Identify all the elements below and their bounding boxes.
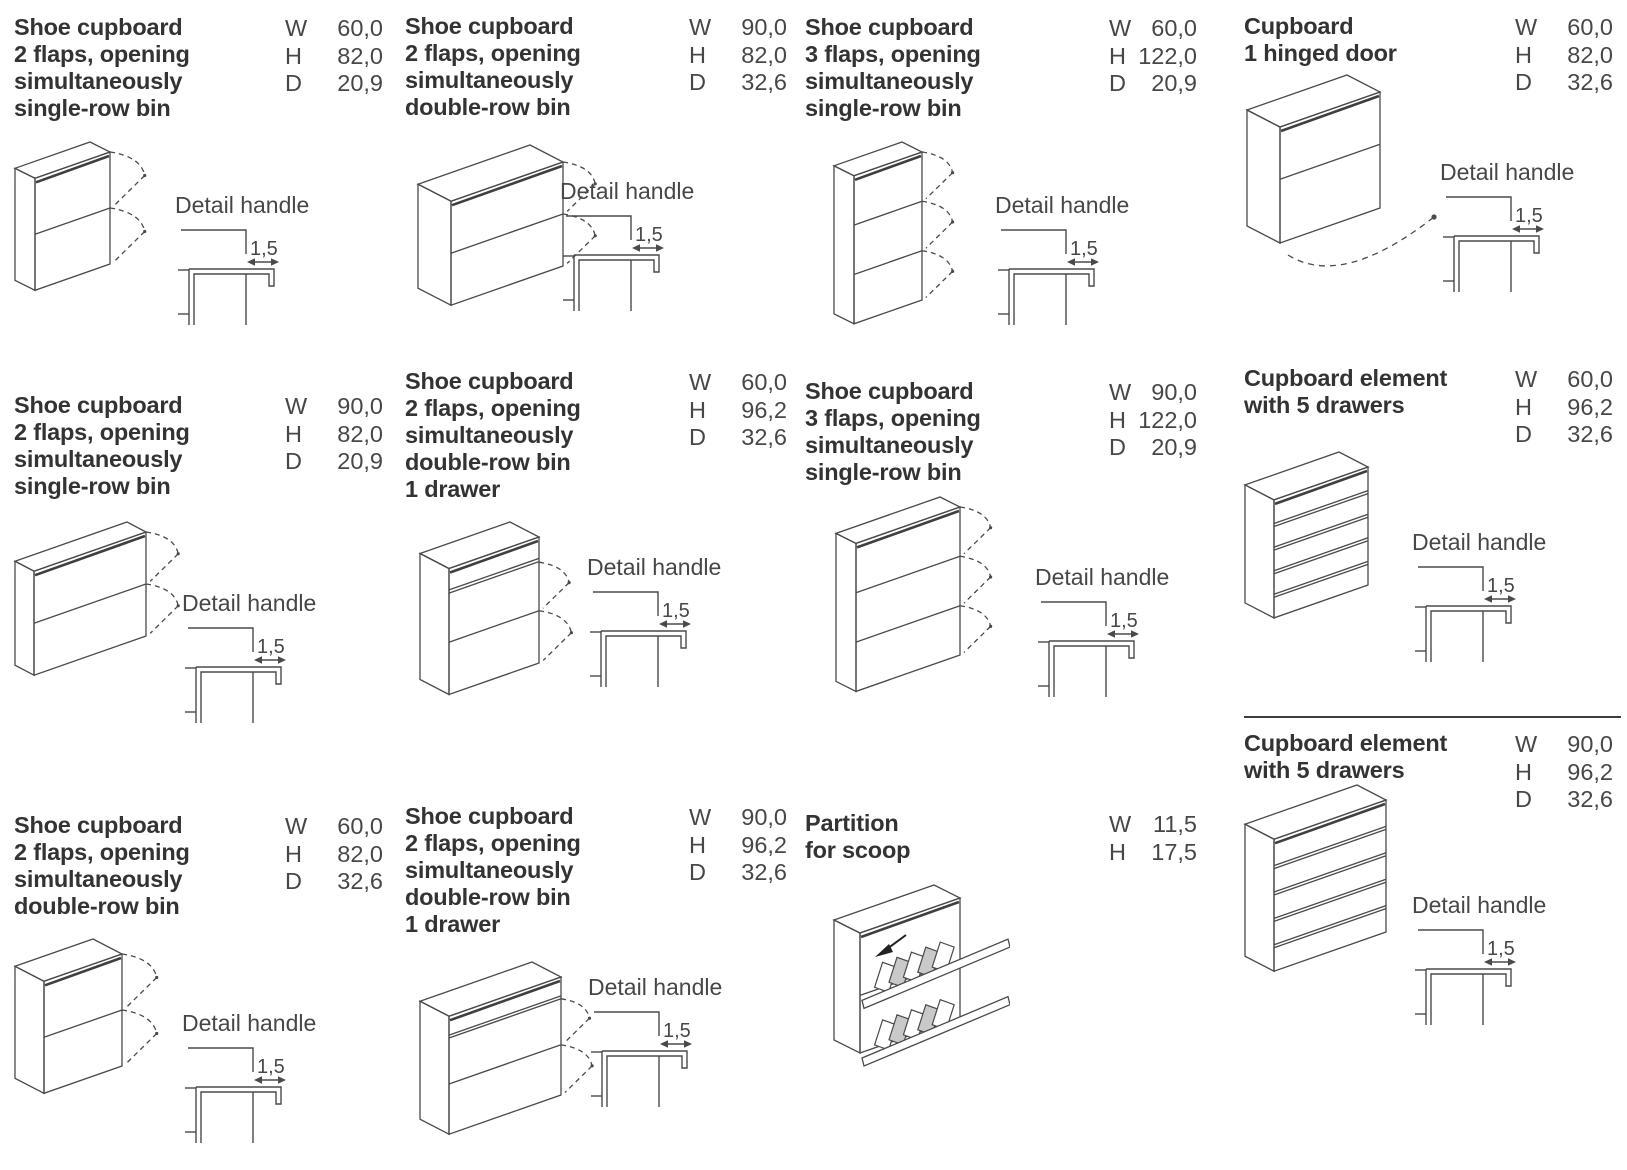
dim-label: W <box>1109 379 1132 405</box>
product-title-line: 2 flaps, opening <box>405 830 581 856</box>
dimension-row <box>689 369 787 397</box>
product-title-line: simultaneously <box>405 857 574 883</box>
dim-value: 60,0 <box>741 369 787 395</box>
dimension-row <box>689 832 787 860</box>
dim-value: 32,6 <box>1567 421 1613 447</box>
shoe-cupboard-3-flaps-drawing <box>833 493 1010 705</box>
dim-value: 32,6 <box>741 859 787 885</box>
dim-value: 60,0 <box>1567 14 1613 40</box>
handle-detail-label: Detail handle <box>1412 892 1547 918</box>
dim-label: W <box>689 804 712 830</box>
dim-label: W <box>1515 14 1538 40</box>
dim-value: 122,0 <box>1138 42 1197 69</box>
product-card <box>805 14 1197 260</box>
dimensions-table <box>285 15 383 98</box>
dim-label: D <box>1109 70 1126 96</box>
dim-value: 32,6 <box>741 424 787 450</box>
dimension-row <box>689 804 787 832</box>
dim-label: D <box>1515 786 1532 812</box>
dimension-row <box>1109 407 1197 435</box>
product-title-line: Shoe cupboard <box>405 13 574 39</box>
dim-label: W <box>285 393 308 419</box>
shoe-cupboard-2-flaps-drawing <box>12 518 196 689</box>
handle-detail-label: Detail handle <box>588 974 723 1000</box>
dim-value: 96,2 <box>1567 758 1613 785</box>
handle-dimension: 1,5 <box>257 636 285 658</box>
dimension-row <box>285 421 383 449</box>
product-title-line: double-row bin <box>405 449 571 475</box>
dimension-row <box>689 69 787 97</box>
dim-value: 32,6 <box>1567 69 1613 95</box>
dimension-row <box>689 859 787 887</box>
product-card <box>805 810 1197 864</box>
dim-value: 90,0 <box>1151 379 1197 405</box>
product-title-line: double-row bin <box>14 893 180 919</box>
dimension-row <box>1515 786 1613 814</box>
product-card <box>405 13 787 246</box>
handle-detail-label: Detail handle <box>1412 529 1547 555</box>
dim-label: H <box>1109 42 1126 69</box>
dimension-row <box>1109 839 1197 867</box>
dim-value: 82,0 <box>1567 41 1613 68</box>
product-title-line: double-row bin <box>405 884 571 910</box>
product-title-line: simultaneously <box>14 866 183 892</box>
product-title-line: single-row bin <box>805 459 962 485</box>
handle-dimension: 1,5 <box>250 238 278 260</box>
dim-label: D <box>285 868 302 894</box>
handle-detail <box>1035 564 1185 701</box>
product-title-line: Shoe cupboard <box>805 14 974 40</box>
dim-label: D <box>689 424 706 450</box>
product-card <box>1244 730 1613 960</box>
handle-detail <box>1412 529 1562 666</box>
dimension-row <box>689 397 787 425</box>
product-title-line: Shoe cupboard <box>405 803 574 829</box>
dim-value: 122,0 <box>1138 406 1197 433</box>
dimension-row <box>285 813 383 841</box>
dimensions-table <box>285 813 383 896</box>
product-title-line: Shoe cupboard <box>14 14 183 40</box>
handle-detail-label: Detail handle <box>995 192 1130 218</box>
product-card <box>405 803 787 1042</box>
dim-label: H <box>285 840 302 867</box>
dim-label: D <box>1515 421 1532 447</box>
dim-value: 32,6 <box>741 69 787 95</box>
handle-dimension: 1,5 <box>635 224 663 246</box>
dim-label: H <box>1109 406 1126 433</box>
product-card <box>14 812 383 1078</box>
product-card <box>405 368 787 622</box>
shoe-cupboard-2-flaps-drawing <box>12 935 172 1107</box>
dimensions-table <box>1109 811 1197 866</box>
product-title-line: simultaneously <box>805 432 974 458</box>
dimension-row <box>285 841 383 869</box>
dimension-row <box>1515 42 1613 70</box>
handle-detail-label: Detail handle <box>182 1010 317 1036</box>
dim-label: W <box>689 14 712 40</box>
dim-value: 60,0 <box>337 813 383 839</box>
dimension-row <box>1109 379 1197 407</box>
dim-value: 32,6 <box>337 868 383 894</box>
dim-value: 60,0 <box>1567 366 1613 392</box>
dim-label: W <box>689 369 712 395</box>
product-title-line: single-row bin <box>14 473 171 499</box>
product-card <box>1244 365 1613 597</box>
product-title-line: simultaneously <box>405 67 574 93</box>
handle-detail-label: Detail handle <box>182 590 317 616</box>
handle-dimension: 1,5 <box>1487 575 1515 597</box>
dimension-row <box>1515 69 1613 97</box>
dimensions-table <box>1515 14 1613 97</box>
dim-value: 96,2 <box>741 831 787 858</box>
dim-value: 20,9 <box>1151 70 1197 96</box>
handle-dimension: 1,5 <box>1110 610 1138 632</box>
dim-label: W <box>285 15 308 41</box>
product-title-line: simultaneously <box>14 68 183 94</box>
product-card <box>805 378 1197 632</box>
dim-value: 90,0 <box>741 804 787 830</box>
dimensions-table <box>1515 731 1613 814</box>
handle-dimension: 1,5 <box>1515 205 1543 227</box>
product-title-line: 1 hinged door <box>1244 40 1397 66</box>
section-divider <box>1244 716 1621 718</box>
product-title-line: simultaneously <box>405 422 574 448</box>
dim-label: D <box>689 859 706 885</box>
dim-value: 90,0 <box>741 14 787 40</box>
handle-detail <box>182 590 332 727</box>
product-title-line: Shoe cupboard <box>14 392 183 418</box>
dim-value: 90,0 <box>337 393 383 419</box>
dimension-row <box>1109 811 1197 839</box>
product-title-line: single-row bin <box>805 95 962 121</box>
scoop-partition-drawing <box>831 881 1010 1080</box>
handle-dimension: 1,5 <box>257 1056 285 1078</box>
dim-value: 20,9 <box>337 448 383 474</box>
product-title-line: with 5 drawers <box>1244 757 1405 783</box>
dimensions-table <box>1109 379 1197 462</box>
dim-label: H <box>285 42 302 69</box>
dim-value: 96,2 <box>1567 393 1613 420</box>
cupboard-hinged-door-drawing <box>1244 71 1442 304</box>
shoe-cupboard-2-flaps-drawer-drawing <box>417 958 611 1148</box>
dim-label: D <box>689 69 706 95</box>
handle-detail <box>587 554 737 691</box>
product-title-line: Shoe cupboard <box>405 368 574 394</box>
handle-dimension: 1,5 <box>662 600 690 622</box>
handle-dimension: 1,5 <box>663 1020 691 1042</box>
shoe-cupboard-3-flaps-drawing <box>831 138 972 337</box>
product-title-line: 2 flaps, opening <box>14 839 190 865</box>
dim-value: 32,6 <box>1567 786 1613 812</box>
product-title-line: Cupboard element <box>1244 730 1448 756</box>
dimension-row <box>1515 394 1613 422</box>
dimension-row <box>1515 14 1613 42</box>
dim-value: 82,0 <box>337 42 383 69</box>
product-title-line: for scoop <box>805 837 911 863</box>
dimension-row <box>689 424 787 452</box>
product-title-line: 1 drawer <box>405 476 501 502</box>
dim-value: 20,9 <box>1151 434 1197 460</box>
product-title-line: Cupboard element <box>1244 365 1448 391</box>
dim-label: H <box>1515 393 1532 420</box>
handle-detail <box>182 1010 332 1147</box>
dimension-row <box>689 42 787 70</box>
dim-label: H <box>689 396 706 423</box>
dim-value: 90,0 <box>1567 731 1613 757</box>
dimension-row <box>285 868 383 896</box>
dimension-row <box>1515 731 1613 759</box>
dimension-row <box>1109 434 1197 462</box>
product-title-line: Cupboard <box>1244 13 1354 39</box>
handle-detail <box>175 192 325 329</box>
handle-detail <box>560 178 710 315</box>
dimension-row <box>285 70 383 98</box>
handle-detail <box>588 974 738 1111</box>
dim-value: 82,0 <box>337 840 383 867</box>
dim-label: D <box>1109 434 1126 460</box>
product-title-line: 1 drawer <box>405 911 501 937</box>
dim-label: W <box>285 813 308 839</box>
product-title-line: 2 flaps, opening <box>14 41 190 67</box>
dim-label: W <box>1515 366 1538 392</box>
dim-value: 82,0 <box>741 41 787 68</box>
shoe-cupboard-2-flaps-drawing <box>12 138 160 304</box>
dimensions-table <box>689 369 787 452</box>
product-card <box>14 392 383 658</box>
product-title-line: 2 flaps, opening <box>14 419 190 445</box>
handle-detail <box>1412 892 1562 1029</box>
dim-label: H <box>285 420 302 447</box>
dim-value: 11,5 <box>1153 811 1197 837</box>
dim-label: W <box>1109 15 1132 41</box>
handle-detail-label: Detail handle <box>587 554 722 580</box>
product-title-line: Partition <box>805 810 899 836</box>
dim-label: D <box>285 70 302 96</box>
product-title-line: Shoe cupboard <box>14 812 183 838</box>
dimensions-table <box>1109 15 1197 98</box>
handle-detail-label: Detail handle <box>1035 564 1170 590</box>
dim-label: D <box>1515 69 1532 95</box>
handle-dimension: 1,5 <box>1487 938 1515 960</box>
dimensions-table <box>1515 366 1613 449</box>
dim-label: H <box>689 41 706 68</box>
dimension-row <box>285 43 383 71</box>
cupboard-5-drawers-drawing <box>1242 448 1378 631</box>
handle-detail <box>1440 159 1590 296</box>
dim-label: H <box>689 831 706 858</box>
product-title-line: 2 flaps, opening <box>405 40 581 66</box>
dim-value: 20,9 <box>337 70 383 96</box>
handle-detail-label: Detail handle <box>1440 159 1575 185</box>
shoe-cupboard-2-flaps-drawer-drawing <box>417 518 589 708</box>
dimension-row <box>1515 759 1613 787</box>
product-title-line: simultaneously <box>14 446 183 472</box>
product-title-line: with 5 drawers <box>1244 392 1405 418</box>
dimension-row <box>285 393 383 421</box>
dimension-row <box>1109 15 1197 43</box>
dim-value: 17,5 <box>1151 838 1197 865</box>
dim-label: H <box>1515 41 1532 68</box>
product-card <box>1244 13 1613 227</box>
dim-value: 60,0 <box>337 15 383 41</box>
product-title-line: double-row bin <box>405 94 571 120</box>
handle-dimension: 1,5 <box>1070 238 1098 260</box>
handle-detail-label: Detail handle <box>175 192 310 218</box>
product-card <box>14 14 383 260</box>
dimension-row <box>1109 43 1197 71</box>
dim-value: 82,0 <box>337 420 383 447</box>
product-title-line: 3 flaps, opening <box>805 405 981 431</box>
dimension-row <box>1515 366 1613 394</box>
dimensions-table <box>285 393 383 476</box>
handle-detail-label: Detail handle <box>560 178 695 204</box>
dimension-row <box>689 14 787 42</box>
dimensions-table <box>689 14 787 97</box>
product-title-line: simultaneously <box>805 68 974 94</box>
dim-label: H <box>1515 758 1532 785</box>
product-title-line: single-row bin <box>14 95 171 121</box>
dimension-row <box>285 448 383 476</box>
dimension-row <box>1109 70 1197 98</box>
product-title-line: 2 flaps, opening <box>405 395 581 421</box>
dim-label: W <box>1515 731 1538 757</box>
handle-detail <box>995 192 1145 329</box>
dimension-row <box>1515 421 1613 449</box>
dim-value: 60,0 <box>1151 15 1197 41</box>
cupboard-5-drawers-drawing <box>1242 781 1396 985</box>
dim-label: H <box>1109 838 1126 865</box>
dim-label: D <box>285 448 302 474</box>
product-title-line: 3 flaps, opening <box>805 41 981 67</box>
product-title-line: Shoe cupboard <box>805 378 974 404</box>
dimensions-table <box>689 804 787 887</box>
dim-label: W <box>1109 811 1132 837</box>
dimension-row <box>285 15 383 43</box>
dim-value: 96,2 <box>741 396 787 423</box>
